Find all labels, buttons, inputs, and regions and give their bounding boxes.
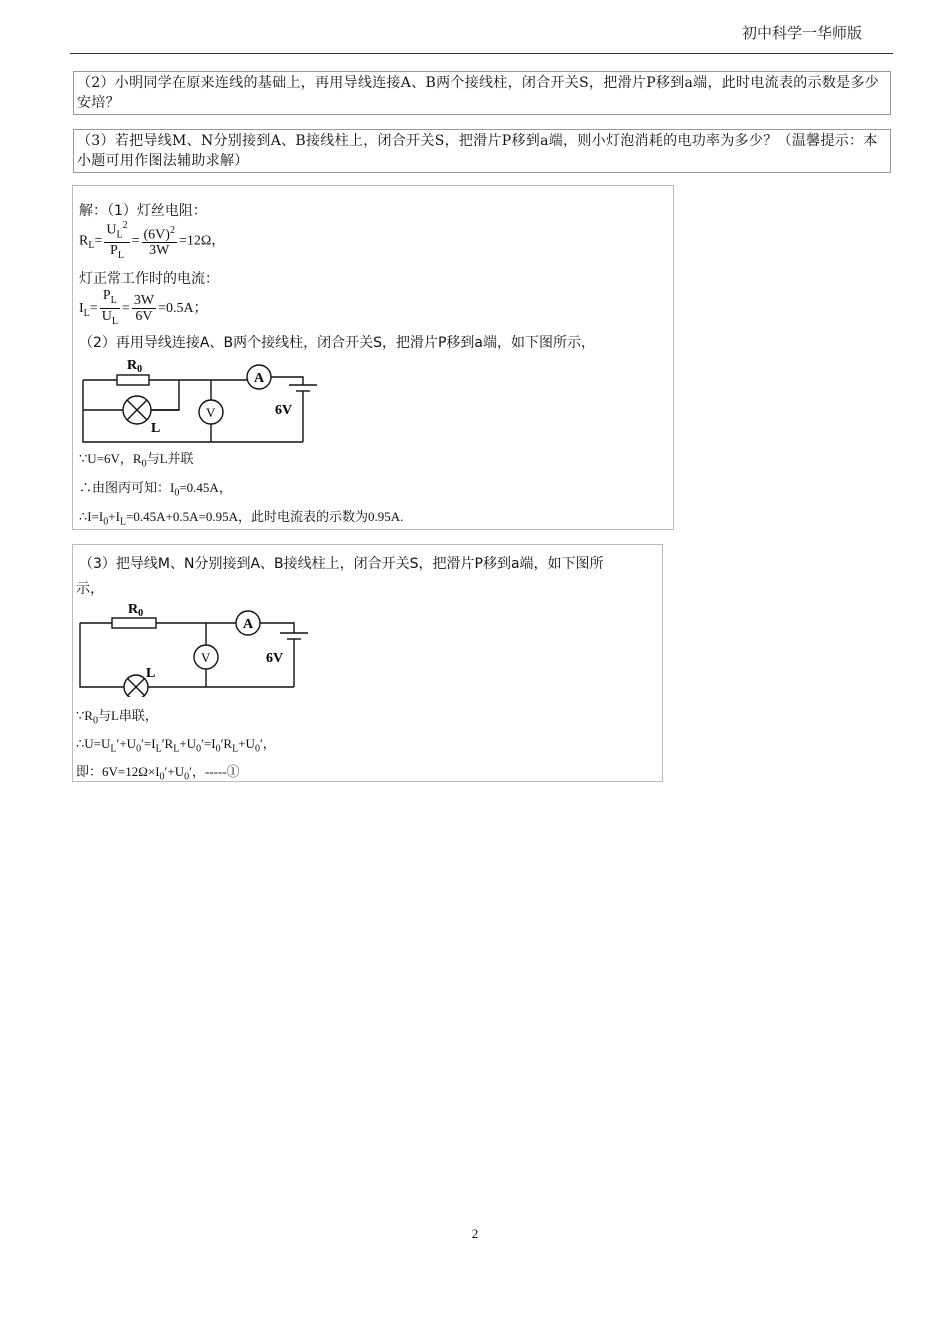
fraction: $\frac{U_L^2}{P_L}$ — [106, 220, 128, 262]
part3-line1: （3）把导线M、N分别接到A、B接线柱上，闭合开关S，把滑片P移到a端，如下图所 — [79, 556, 604, 572]
ammeter-label: A — [254, 371, 265, 386]
lamp-label: L — [146, 666, 156, 681]
answer-intro: 解：（1）灯丝电阻： — [79, 203, 207, 219]
part2-text: （2）再用导线连接A、B两个接线柱，闭合开关S，把滑片P移到a端，如下图所示， — [79, 335, 595, 351]
fraction: $\frac{P_L}{U_L}$ — [101, 288, 118, 327]
step-equation-1: 即：$6V=12\Omega\times I_0'+U_0'$，-----① — [76, 764, 240, 783]
circuit-diagram-parallel — [79, 352, 329, 448]
page-number: 2 — [471, 1226, 479, 1241]
r0-label: $R_0$ — [127, 358, 143, 375]
question-2: （2）小明同学在原来连线的基础上，再用导线连接A、B两个接线柱，闭合开关S，把滑片P移到a端，此时电流表的示数是多少安培？ — [73, 71, 891, 115]
header-title: 初中科学一华师版 — [741, 24, 862, 42]
step-i0: ∴由图丙可知：$I_0=0.45A$， — [79, 480, 232, 499]
current-formula: $I_L=$ $\frac{P_L}{U_L}$ = $\frac{3W}{6V}$ =0.5A； — [79, 288, 208, 330]
resistance-formula: $R_L=$ $\frac{U_L^2}{P_L}$ = $\frac{(6V)^2}{3W}$ =12Ω， — [79, 218, 225, 264]
lamp-label: L — [151, 421, 161, 436]
voltmeter-label: V — [201, 650, 211, 665]
battery-label: 6V — [275, 403, 293, 418]
step-series: $\because R_0$与L串联， — [76, 708, 158, 727]
header-divider — [70, 53, 893, 54]
step-total-current: $\therefore I=I_0+I_L=0.45A+0.5A=0.95A$，此时电流表的示数为0.95A. — [79, 509, 404, 528]
current-intro: 灯正常工作时的电流： — [79, 271, 219, 287]
answer-box-1 — [72, 185, 674, 530]
battery-label: 6V — [266, 651, 284, 666]
step-voltage-sum: $\therefore U=U_L'+U_0'=I_L'R_L+U_0'=I_0'R_L+U_0'$， — [76, 736, 276, 755]
fraction: $\frac{3W}{6V}$ — [133, 292, 155, 324]
r0-label: $R_0$ — [128, 602, 144, 619]
part3-line2: 示， — [76, 581, 104, 597]
question-3: （3）若把导线M、N分别接到A、B接线柱上，闭合开关S，把滑片P移到a端，则小灯泡消耗的电功率为多少？（温馨提示：本小题可用作图法辅助求解） — [73, 129, 891, 173]
ammeter-label: A — [243, 617, 254, 632]
voltmeter-label: V — [206, 405, 216, 420]
step-parallel: ∵U=6V，$R_0$与L并联 — [79, 451, 194, 470]
circuit-diagram-series — [76, 599, 321, 697]
answer-box-2 — [72, 544, 663, 782]
fraction: $\frac{(6V)^2}{3W}$ — [143, 224, 175, 259]
